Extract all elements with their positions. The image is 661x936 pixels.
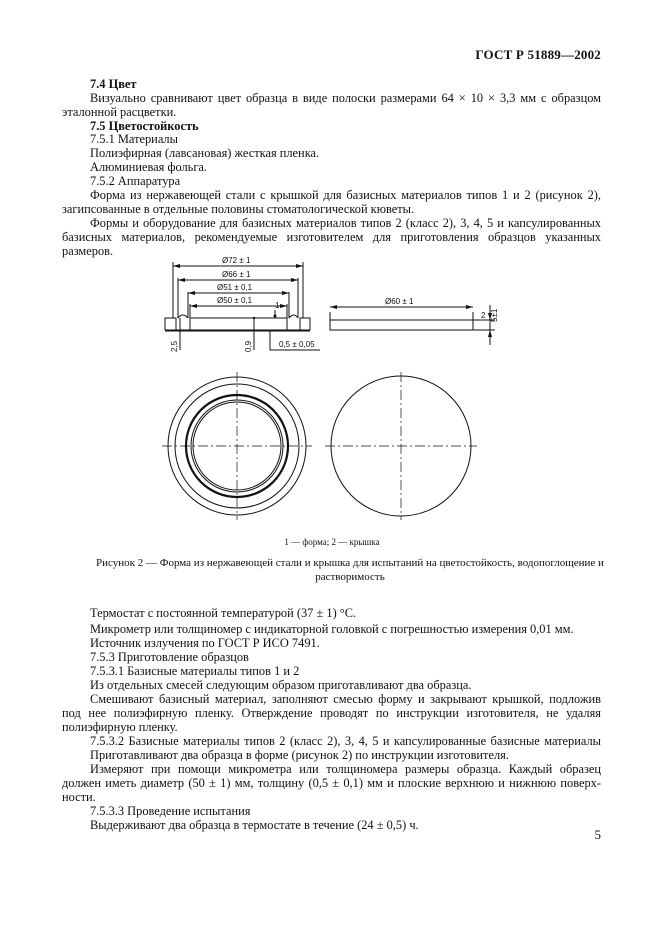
section-7-5-3-1: 7.5.3.1 Базисные материалы типов 1 и 2 [90,664,300,678]
apparatus-1-line-1: Форма из нержавеющей стали с крышкой для базисных материалов типов 1 и 2 (рисунок 2), [90,188,601,202]
material-2: Алюминиевая фольга. [90,160,208,174]
para-radiation-source: Источник излучения по ГОСТ Р ИСО 7491. [90,636,320,650]
para-measure-line-2: должен иметь диаметр (50 ± 1) мм, толщину (0,5 ± 0,1) мм и плоские верхнюю и нижнюю поверх- [62,776,601,790]
material-1: Полиэфирная (лавсановая) жесткая пленка. [90,146,320,160]
callout-2: 2 [481,311,486,320]
apparatus-2-line-3: размеров. [62,244,114,258]
form-groove-right [289,315,298,318]
section-7-5-3: 7.5.3 Приготовление образцов [90,650,249,664]
para-measure-line-1: Измеряют при помощи микрометра или толщиномера размеры образца. Каждый образец [90,762,601,776]
para-prepare-two: Приготавливают два образца в форме (рисунок 2) по инструкции изготовителя. [90,748,509,762]
para-mixing-line-1: Смешивают базисный материал, заполняют смесью форму и закрывают крышкой, подложив [90,692,601,706]
dim-0-9-label: 0,9 [244,340,253,352]
para-mixing-line-2: под нее полиэфирную пленку. Отверждение проводят по инструкции изготовителя, не удаляя [62,706,601,720]
dim-2-5-label: 2,5 [170,340,179,352]
form-section-profile [165,318,310,331]
page-number: 5 [594,827,601,842]
apparatus-2-line-1: Формы и оборудование для базисных материалов типов 2 (класс 2), 3, 4, 5 и капсулированных [90,216,601,230]
dim-51-label: Ø51 ± 0,1 [217,283,253,292]
para-keep-samples: Выдерживают два образца в термостате в течение (24 ± 0,5) ч. [90,818,419,832]
form-groove-left [178,315,188,318]
apparatus-1-line-2: загипсованные в отдельные половины стоматологической кюветы. [62,202,415,216]
callout-1: 1 [275,301,280,310]
section-7-4-title: 7.4 Цвет [90,77,137,91]
dim-66-label: Ø66 ± 1 [222,270,251,279]
section-7-5-3-3: 7.5.3.3 Проведение испытания [90,804,251,818]
section-7-4-text-2: эталонной расцветки. [62,105,177,119]
para-measure-line-3: ности. [62,790,96,804]
lid-section [330,320,473,330]
para-micrometer: Микрометр или толщиномер с индикаторной головкой с погрешностью измерения 0,01 мм. [90,622,574,636]
dim-5-label: 5±1 [490,308,499,322]
dim-60-label: Ø60 ± 1 [385,297,414,306]
figure-legend: 1 — форма; 2 — крышка [284,537,380,547]
standard-header: ГОСТ Р 51889—2002 [475,47,601,62]
para-mixing-line-3: полиэфирную пленку. [62,720,178,734]
section-7-5-title: 7.5 Цветостойкость [90,119,199,133]
figure-caption: Рисунок 2 — Форма из нержавеющей стали и крышка для испытаний на цветостойкость, водопоглощение и растворимость [96,557,604,583]
apparatus-2-line-2: базисных материалов, рекомендуемые изготовителем для приготовления образцов указанных [62,230,601,244]
para-two-samples: Из отдельных смесей следующим образом приготавливают два образца. [90,678,472,692]
section-7-4-text-1: Визуально сравнивают цвет образца в виде полоски размерами 64 × 10 × 3,3 мм с образцом [90,91,601,105]
section-7-5-3-2: 7.5.3.2 Базисные материалы типов 2 (класс 2), 3, 4, 5 и капсулированные базисные материалы [90,734,601,748]
dim-50-label: Ø50 ± 0,1 [217,296,253,305]
dim-72-label: Ø72 ± 1 [222,256,251,265]
section-7-5-1: 7.5.1 Материалы [90,132,178,146]
section-7-5-2: 7.5.2 Аппаратура [90,174,181,188]
dim-0-5-label: 0,5 ± 0,05 [279,340,315,349]
para-thermostat: Термостат с постоянной температурой (37 ± 1) °С. [90,606,357,620]
